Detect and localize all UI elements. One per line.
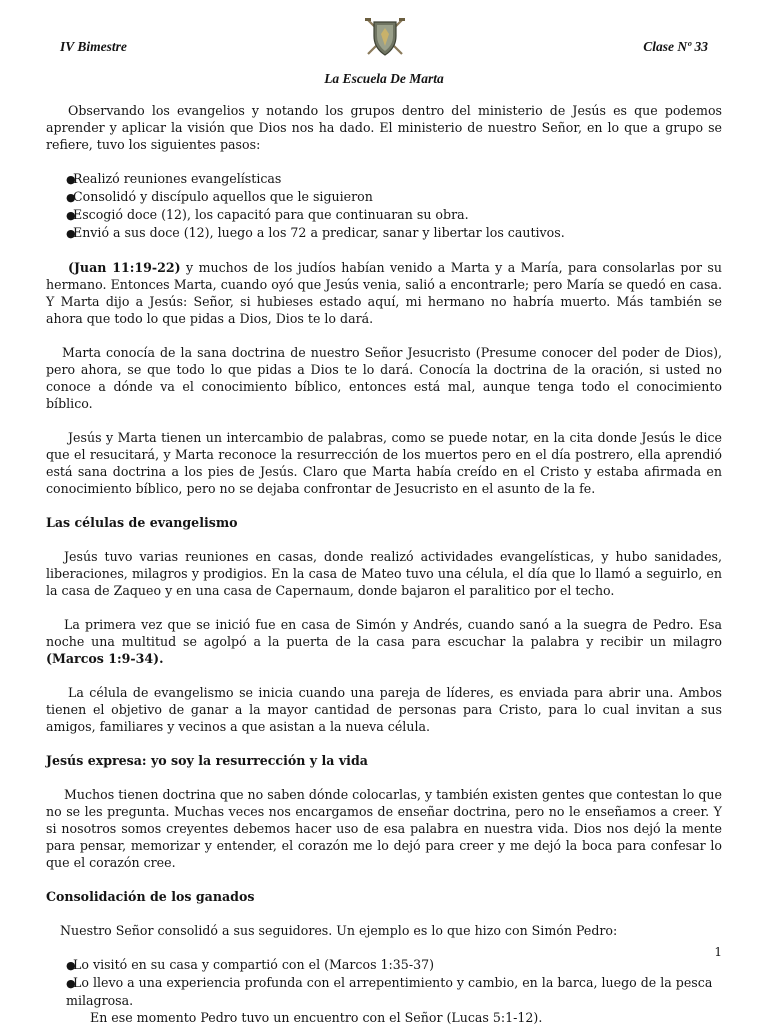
scripture-reference: (Marcos 1:9-34). [46,651,164,666]
shield-emblem-icon [362,16,408,58]
celulas-paragraph-1: Jesús tuvo varias reuniones en casas, donde realizó actividades evangelísticas, y hubo sanidades, liberaciones, milagros y prodigios. En la casa de Mateo tuvo una célula, el día que lo llamó a seguirlo, en la casa de Zaqueo y en una casa de Capernaum, donde bajaron el paralitico por el techo. [46,549,722,598]
consolidacion-paragraph: Nuestro Señor consolidó a sus seguidores. Un ejemplo es lo que hizo con Simón Pedro: [60,923,618,938]
steps-list [46,170,722,242]
list-item: ●Escogió doce (12), los capacitó para que continuaran su obra. [66,207,469,222]
list-item: ●Lo visitó en su casa y compartió con el (Marcos 1:35-37) [66,957,435,972]
document-title: La Escuela De Marta [324,71,444,86]
section-heading-consolidacion: Consolidación de los ganados [46,889,255,904]
section-heading-resurreccion: Jesús expresa: yo soy la resurrección y la vida [46,753,368,768]
resurreccion-paragraph: Muchos tienen doctrina que no saben dónde colocarlas, y también existen gentes que contestan lo que no se les pregunta. Muchas veces nos encargamos de enseñar doctrina, pero no le enseñamos a creer. Y si nosotros somos creyentes debemos hacer uso de esa palabra en nuestra vida. Dios nos dejó la mente para pensar, memorizar y entender, el corazón me lo dejó para creer y me dejó la boca para confesar lo que el corazón cree. [46,787,722,870]
list-item: ●Consolidó y discípulo aquellos que le siguieron [66,189,373,204]
celulas-paragraph-2: La primera vez que se inició fue en casa de Simón y Andrés, cuando sanó a la suegra de Pedro. Esa noche una multitud se agolpó a la puerta de la casa para escuchar la palabra y recibir un milagro (Marcos 1:9-34). [46,617,722,666]
section-heading-celulas: Las células de evangelismo [46,515,238,530]
intercambio-paragraph: Jesús y Marta tienen un intercambio de palabras, como se puede notar, en la cita donde Jesús le dice que el resucitará, y Marta reconoce la resurrección de los muertos pero en el día postrero, ella aprendió está sana doctrina a los pies de Jesús. Claro que Marta había creído en el Cristo y estaba afirmada en conocimiento bíblico, pero no se dejaba confrontar de Jesucristo en el asunto de la fe. [46,430,722,496]
header-bimestre: IV Bimestre [60,39,127,54]
bullet-icon: ● [66,977,76,990]
bullet-icon: ● [66,191,76,204]
consolidacion-list [46,956,722,1026]
list-item: ●Lo llevo a una experiencia profunda con el arrepentimiento y cambio, en la barca, luego de la pesca milagrosa. En ese momento Pedro tuvo un encuentro con el Señor (Lucas 5:1-12). [66,975,713,1025]
juan-paragraph: (Juan 11:19-22) y muchos de los judíos habían venido a Marta y a María, para consolarlas por su hermano. Entonces Marta, cuando oyó que Jesús venia, salió a encontrarle; pero María se quedó en casa. Y Marta dijo a Jesús: Señor, si hubieses estado aquí, mi hermano no habría muerto. Más también se ahora que todo lo que pidas a Dios, Dios te lo dará. [46,260,722,326]
bullet-icon: ● [66,227,76,240]
bullet-icon: ● [66,209,76,222]
bullet-icon: ● [66,959,76,972]
celulas-paragraph-3: La célula de evangelismo se inicia cuando una pareja de líderes, es enviada para abrir una. Ambos tienen el objetivo de ganar a la mayor cantidad de personas para Cristo, para lo cual invitan a sus amigos, familiares y vecinos a que asistan a la nueva célula. [46,685,722,734]
header-clase: Clase Nº 33 [643,39,708,54]
page-number: 1 [714,945,722,959]
list-item: ●Envió a sus doce (12), luego a los 72 a predicar, sanar y libertar los cautivos. [66,225,565,240]
list-item: ●Realizó reuniones evangelísticas [66,171,282,186]
bullet-icon: ● [66,173,76,186]
scripture-reference: (Juan 11:19-22) [68,260,181,275]
intro-paragraph: Observando los evangelios y notando los grupos dentro del ministerio de Jesús es que podemos aprender y aplicar la visión que Dios nos ha dado. El ministerio de nuestro Señor, en lo que a grupo se refiere, tuvo los siguientes pasos: [46,103,722,152]
document-body [46,102,722,1026]
marta-doctrina-paragraph: Marta conocía de la sana doctrina de nuestro Señor Jesucristo (Presume conocer del poder de Dios), pero ahora, se que todo lo que pidas a Dios te lo dará. Conocía la doctrina de la oración, si usted no conoce a dónde va el conocimiento bíblico, entonces está mal, aunque tenga todo el conocimiento bíblico. [46,345,722,411]
